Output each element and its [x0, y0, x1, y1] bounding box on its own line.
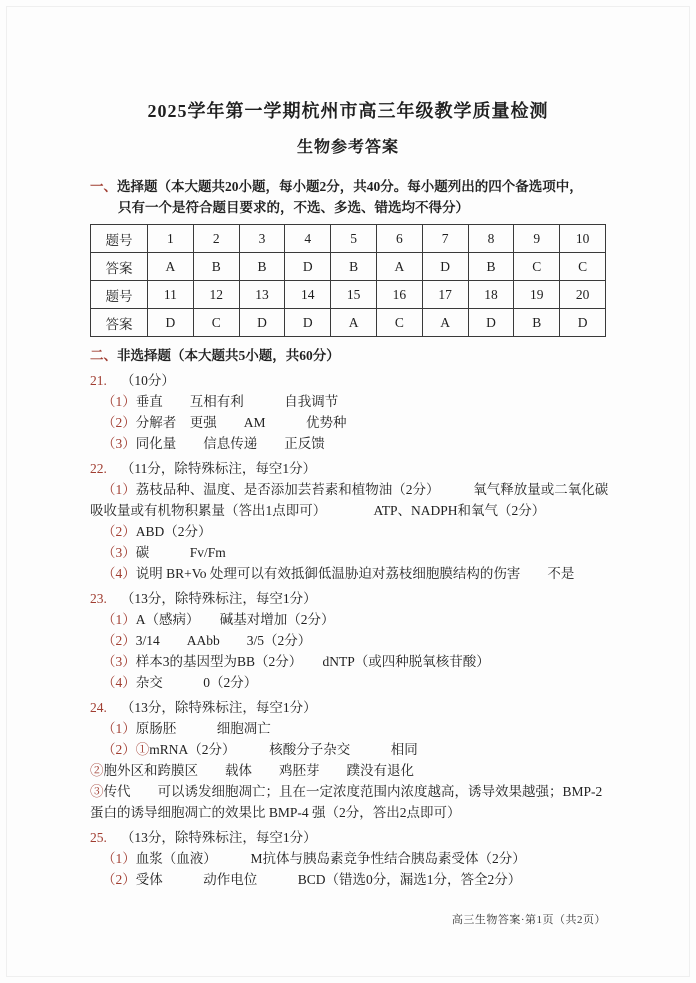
answer-line [90, 479, 609, 500]
answer-text: 垂直 互相有利 自我调节 [135, 394, 339, 409]
answer-cell: 9 [514, 225, 560, 253]
answer-cell: C [193, 309, 239, 337]
question-header-line [90, 458, 606, 479]
answer-line [90, 412, 606, 433]
answer-cell: D [285, 253, 331, 281]
answer-table-row [91, 253, 606, 281]
answer-cell: C [376, 309, 422, 337]
answer-item-marker: ③ [90, 784, 104, 799]
question-number: 23. [90, 591, 107, 606]
answer-text: 3/14 AAbb 3/5（2分） [135, 633, 312, 648]
answer-line [90, 500, 606, 521]
question-block [90, 588, 606, 693]
answer-text: 原肠胚 细胞凋亡 [135, 721, 271, 736]
answer-item-marker: （3） [102, 436, 136, 451]
answer-line [90, 718, 606, 739]
answer-table-row [91, 225, 606, 253]
choice-heading-line1: 选择题（本大题共20小题，每小题2分，共40分。每小题列出的四个备选项中， [117, 179, 583, 194]
answer-item-marker: ② [90, 763, 104, 778]
answer-cell: 11 [148, 281, 194, 309]
answer-table [90, 224, 606, 337]
answer-cell: C [560, 253, 606, 281]
answer-text: 杂交 0（2分） [135, 675, 258, 690]
answer-line [90, 869, 606, 890]
answer-cell: 2 [193, 225, 239, 253]
answer-table-row [91, 281, 606, 309]
answer-cell: 1 [148, 225, 194, 253]
choice-heading-line2: 只有一个是符合题目要求的，不选、多选、错选均不得分） [118, 200, 469, 215]
answer-line [90, 848, 606, 869]
answer-cell: B [331, 253, 377, 281]
answer-table-row [91, 309, 606, 337]
answer-text: 传代 可以诱发细胞凋亡；且在一定浓度范围内浓度越高，诱导效果越强；BMP-2 [103, 784, 603, 799]
answer-line [90, 609, 606, 630]
question-score: （11分，除特殊标注，每空1分） [120, 461, 317, 476]
section-two-marker: 二、 [90, 348, 117, 363]
answer-text: 蛋白的诱导细胞凋亡的效果比 BMP-4 强（2分，答出2点即可） [90, 805, 461, 820]
answer-item-marker: （4） [102, 675, 136, 690]
answer-item-marker: （1） [102, 851, 136, 866]
answer-line [90, 630, 606, 651]
answer-text: 说明 BR+Vo 处理可以有效抵御低温胁迫对荔枝细胞膜结构的伤害 不是 [135, 566, 575, 581]
question-block [90, 827, 606, 890]
row-label-cell: 题号 [91, 281, 148, 309]
answer-cell: D [148, 309, 194, 337]
page-footer: 高三生物答案·第1页（共2页） [451, 914, 606, 926]
answer-cell: D [285, 309, 331, 337]
answer-cell: A [376, 253, 422, 281]
answer-cell: 17 [422, 281, 468, 309]
answer-line [90, 672, 606, 693]
answer-item-marker: （2） [102, 633, 136, 648]
answer-item-marker: （1） [102, 394, 136, 409]
answer-item-marker: （2） [102, 524, 136, 539]
question-number: 24. [90, 700, 107, 715]
answer-cell: 13 [239, 281, 285, 309]
answer-text: 碳 Fv/Fm [135, 545, 226, 560]
answer-item-marker: （2）① [102, 742, 150, 757]
answer-cell: D [239, 309, 285, 337]
row-label-cell: 答案 [91, 309, 148, 337]
answer-item-marker: （3） [102, 545, 136, 560]
question-score: （13分，除特殊标注，每空1分） [120, 700, 317, 715]
answer-cell: A [148, 253, 194, 281]
answer-line [90, 760, 606, 781]
question-score: （10分） [120, 373, 175, 388]
question-block [90, 458, 609, 584]
answer-cell: 19 [514, 281, 560, 309]
question-header-line [90, 697, 606, 718]
answer-cell: 6 [376, 225, 422, 253]
answer-cell: B [468, 253, 514, 281]
answer-item-marker: （1） [102, 612, 136, 627]
answer-cell: B [514, 309, 560, 337]
answer-cell: 8 [468, 225, 514, 253]
answer-cell: 10 [560, 225, 606, 253]
free-heading-text: 非选择题（本大题共5小题，共60分） [117, 348, 340, 363]
answer-line [90, 563, 606, 584]
free-section-heading [90, 345, 606, 366]
answer-table-body [91, 225, 606, 337]
answer-item-marker: （2） [102, 415, 136, 430]
answer-item-marker: （2） [102, 872, 136, 887]
question-header-line [90, 588, 606, 609]
answer-cell: A [422, 309, 468, 337]
answer-text: 分解者 更强 AM 优势种 [135, 415, 347, 430]
answer-text: mRNA（2分） 核酸分子杂交 相同 [149, 742, 418, 757]
answer-text: 吸收量或有机物积累量（答出1点即可） ATP、NADPH和氧气（2分） [90, 503, 546, 518]
question-header-line [90, 370, 606, 391]
answer-item-marker: （3） [102, 654, 136, 669]
answer-line [90, 802, 606, 823]
answer-text: 胞外区和跨膜区 载体 鸡胚芽 蹼没有退化 [103, 763, 414, 778]
section-one-marker: 一、 [90, 179, 117, 194]
answer-cell: 12 [193, 281, 239, 309]
answer-text: 荔枝品种、温度、是否添加芸苔素和植物油（2分） 氧气释放量或二氧化碳 [135, 482, 609, 497]
answer-cell: 5 [331, 225, 377, 253]
questions [90, 370, 609, 890]
answer-cell: D [422, 253, 468, 281]
answer-cell: 4 [285, 225, 331, 253]
answer-text: A（感病） 碱基对增加（2分） [135, 612, 335, 627]
answer-item-marker: （1） [102, 721, 136, 736]
question-number: 22. [90, 461, 107, 476]
question-header-line [90, 827, 606, 848]
answer-item-marker: （1） [102, 482, 136, 497]
question-score: （13分，除特殊标注，每空1分） [120, 830, 317, 845]
question-block [90, 697, 606, 823]
answer-text: 受体 动作电位 BCD（错选0分，漏选1分，答全2分） [135, 872, 522, 887]
answer-line [90, 391, 606, 412]
answer-cell: 20 [560, 281, 606, 309]
row-label-cell: 答案 [91, 253, 148, 281]
answer-cell: C [514, 253, 560, 281]
answer-cell: 7 [422, 225, 468, 253]
answer-cell: D [468, 309, 514, 337]
question-block [90, 370, 606, 454]
answer-cell: 3 [239, 225, 285, 253]
answer-text: 同化量 信息传递 正反馈 [135, 436, 325, 451]
answer-item-marker: （4） [102, 566, 136, 581]
answer-line [90, 521, 606, 542]
question-score: （13分，除特殊标注，每空1分） [120, 591, 317, 606]
answer-cell: 16 [376, 281, 422, 309]
document-subtitle: 生物参考答案 [296, 139, 399, 156]
document-title: 2025学年第一学期杭州市高三年级教学质量检测 [147, 101, 549, 121]
row-label-cell: 题号 [91, 225, 148, 253]
answer-cell: 18 [468, 281, 514, 309]
answer-line [90, 542, 606, 563]
answer-cell: B [193, 253, 239, 281]
answer-cell: 15 [331, 281, 377, 309]
answer-line [90, 781, 606, 802]
question-number: 25. [90, 830, 107, 845]
answer-cell: A [331, 309, 377, 337]
question-number: 21. [90, 373, 107, 388]
choice-section-heading [90, 176, 606, 218]
answer-text: 样本3的基因型为BB（2分） dNTP（或四种脱氧核苷酸） [135, 654, 490, 669]
answer-cell: B [239, 253, 285, 281]
answer-line [90, 651, 606, 672]
answer-text: ABD（2分） [135, 524, 212, 539]
answer-line [90, 739, 606, 760]
answer-cell: D [560, 309, 606, 337]
answer-text: 血浆（血液） M抗体与胰岛素竞争性结合胰岛素受体（2分） [135, 851, 526, 866]
answer-cell: 14 [285, 281, 331, 309]
answer-line [90, 433, 606, 454]
